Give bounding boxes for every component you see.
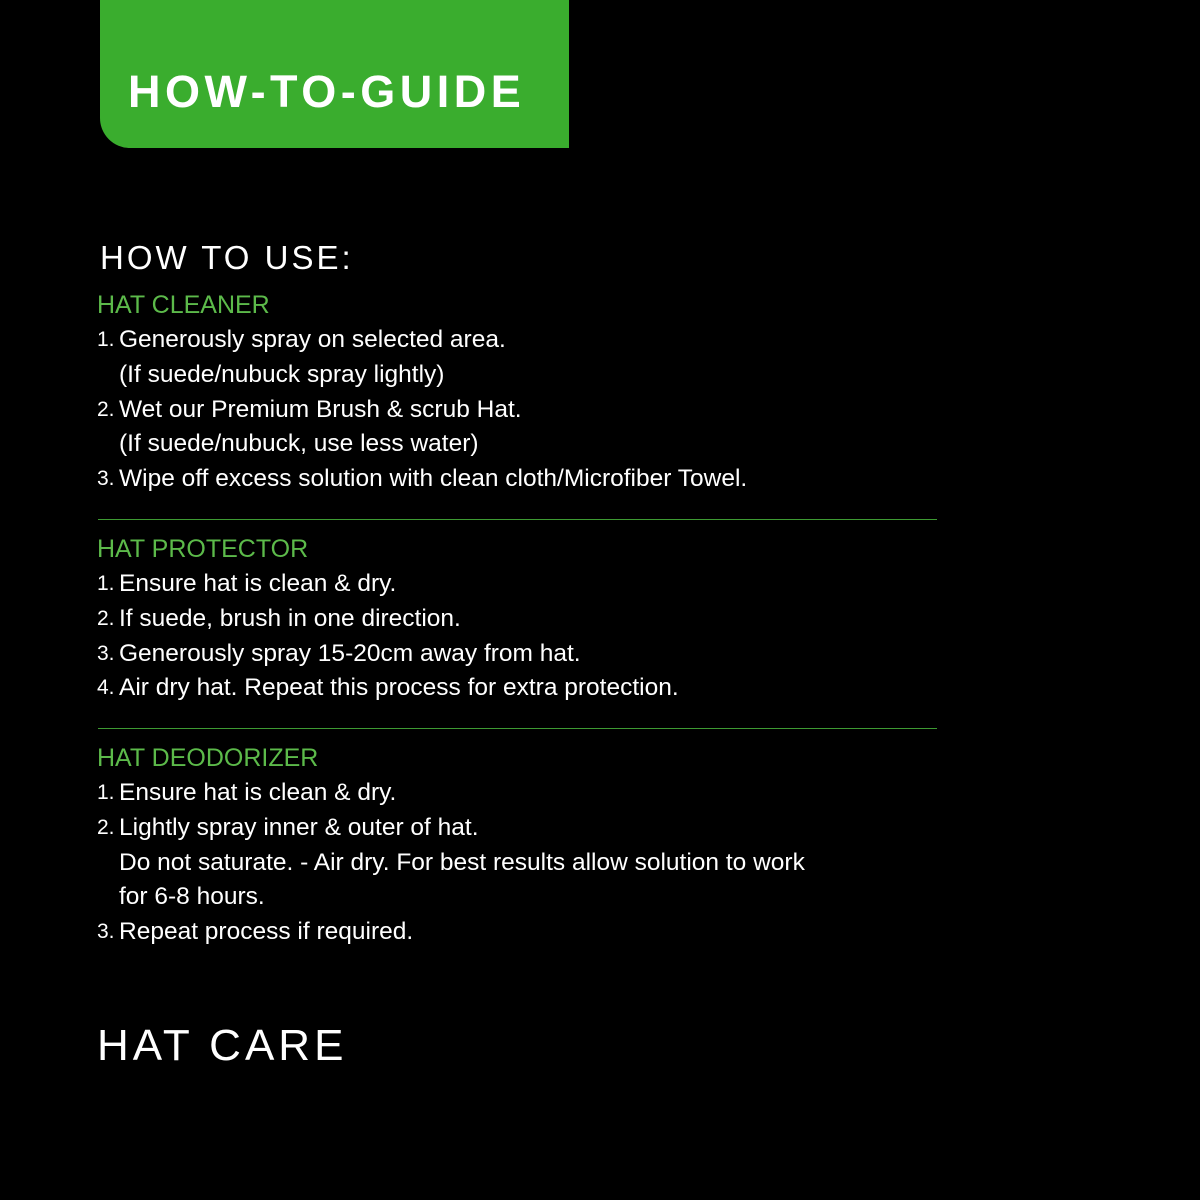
item-number: 2. xyxy=(97,606,115,630)
item-text: Lightly spray inner & outer of hat. xyxy=(119,813,479,841)
section-hat-protector xyxy=(97,532,679,706)
item-number: 4. xyxy=(97,676,115,700)
list-item xyxy=(97,776,805,811)
item-number: 3. xyxy=(97,920,115,944)
item-text: If suede, brush in one direction. xyxy=(119,604,461,632)
list-item xyxy=(97,811,805,915)
item-number: 3. xyxy=(97,641,115,665)
list-item xyxy=(97,323,747,393)
item-text: Wipe off excess solution with clean cloth/Microfiber Towel. xyxy=(119,465,748,493)
list-item xyxy=(97,915,805,950)
divider xyxy=(98,519,937,520)
list-item xyxy=(97,462,747,497)
item-text: Generously spray 15-20cm away from hat. xyxy=(119,639,581,667)
item-text: Generously spray on selected area. xyxy=(119,326,506,353)
how-to-guide-banner xyxy=(100,0,569,148)
item-text: Do not saturate. - Air dry. For best results allow solution to work xyxy=(119,848,805,876)
item-text: (If suede/nubuck spray lightly) xyxy=(119,360,445,388)
item-text: (If suede/nubuck, use less water) xyxy=(119,430,479,458)
how-to-use-heading: HOW TO USE: xyxy=(100,239,354,276)
item-number: 1. xyxy=(97,328,115,351)
list-item xyxy=(97,567,679,602)
item-number: 2. xyxy=(97,815,115,839)
list-item xyxy=(97,637,679,672)
list-item xyxy=(97,671,679,706)
item-number: 2. xyxy=(97,397,115,421)
item-text: Air dry hat. Repeat this process for extra protection. xyxy=(119,674,679,702)
list-item xyxy=(97,602,679,637)
banner-title: HOW-TO-GUIDE xyxy=(128,66,526,117)
section-hat-cleaner xyxy=(97,288,747,497)
item-text: Wet our Premium Brush & scrub Hat. xyxy=(119,395,522,423)
section-title: HAT DEODORIZER xyxy=(97,744,319,772)
item-number: 1. xyxy=(97,781,115,804)
item-text: Ensure hat is clean & dry. xyxy=(119,779,397,806)
item-number: 1. xyxy=(97,572,115,595)
item-text: for 6-8 hours. xyxy=(119,883,265,911)
list-item xyxy=(97,393,747,463)
section-title: HAT CLEANER xyxy=(97,291,270,319)
section-title: HAT PROTECTOR xyxy=(97,535,309,563)
hat-care-title: HAT CARE xyxy=(97,1021,348,1070)
item-number: 3. xyxy=(97,467,115,491)
divider xyxy=(98,728,937,729)
item-text: Ensure hat is clean & dry. xyxy=(119,570,397,597)
section-hat-deodorizer xyxy=(97,741,805,950)
item-text: Repeat process if required. xyxy=(119,918,414,946)
